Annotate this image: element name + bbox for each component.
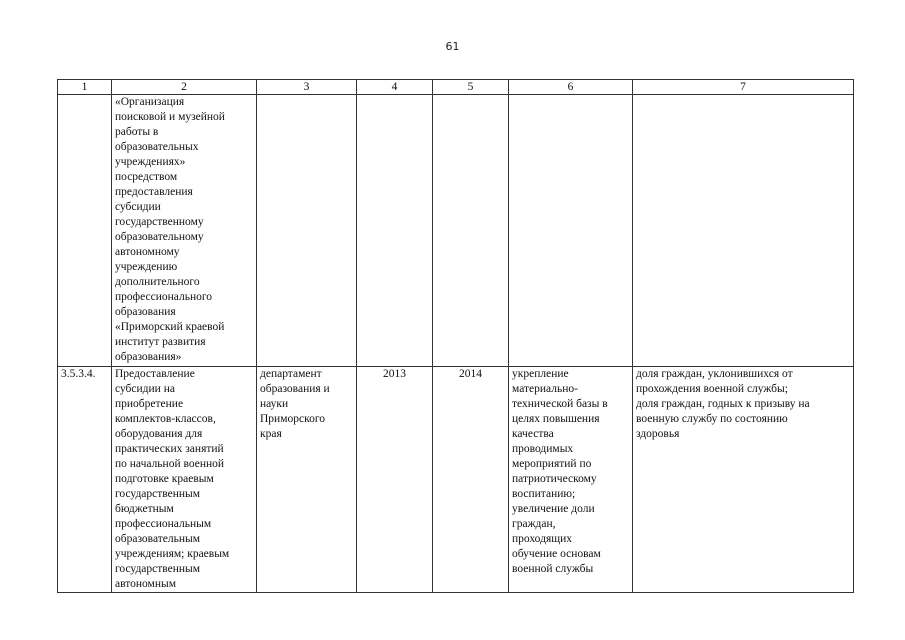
page-number: 61	[445, 40, 460, 53]
executor-cell: департамент образования и науки Приморского края	[257, 367, 357, 593]
start-year-cell: 2013	[357, 367, 433, 593]
expected-result-cell: укрепление материально- технической базы в целях повышения качества проводимых мероприятий по патриотическому воспитанию; увеличение доли граждан, проходящих обучение основам военной службы	[509, 367, 633, 593]
row-number-cell	[58, 95, 112, 367]
column-header: 7	[633, 80, 854, 95]
end-year-cell	[433, 95, 509, 367]
indicator-cell	[633, 95, 854, 367]
column-header-row	[58, 80, 854, 95]
column-header: 6	[509, 80, 633, 95]
column-header: 4	[357, 80, 433, 95]
end-year-cell: 2014	[433, 367, 509, 593]
program-table	[57, 79, 854, 593]
table-row	[58, 367, 854, 593]
activity-name-cell: Предоставление субсидии на приобретение комплектов-классов, оборудования для практических занятий по начальной военной подготовке краевым государственным бюджетным профессиональным образовательным учреждениям; краевым государственным автономным	[112, 367, 257, 593]
executor-cell	[257, 95, 357, 367]
column-header: 2	[112, 80, 257, 95]
column-header: 5	[433, 80, 509, 95]
table-row	[58, 95, 854, 367]
row-number-cell: 3.5.3.4.	[58, 367, 112, 593]
column-header: 3	[257, 80, 357, 95]
indicator-cell: доля граждан, уклонившихся от прохождения военной службы; доля граждан, годных к призыву на военную службу по состоянию здоровья	[633, 367, 854, 593]
column-header: 1	[58, 80, 112, 95]
expected-result-cell	[509, 95, 633, 367]
activity-name-cell: «Организация поисковой и музейной работы в образовательных учреждениях» посредством предоставления субсидии государственному образовательному автономному учреждению дополнительного профессионального образования «Приморский краевой институт развития образования»	[112, 95, 257, 367]
start-year-cell	[357, 95, 433, 367]
